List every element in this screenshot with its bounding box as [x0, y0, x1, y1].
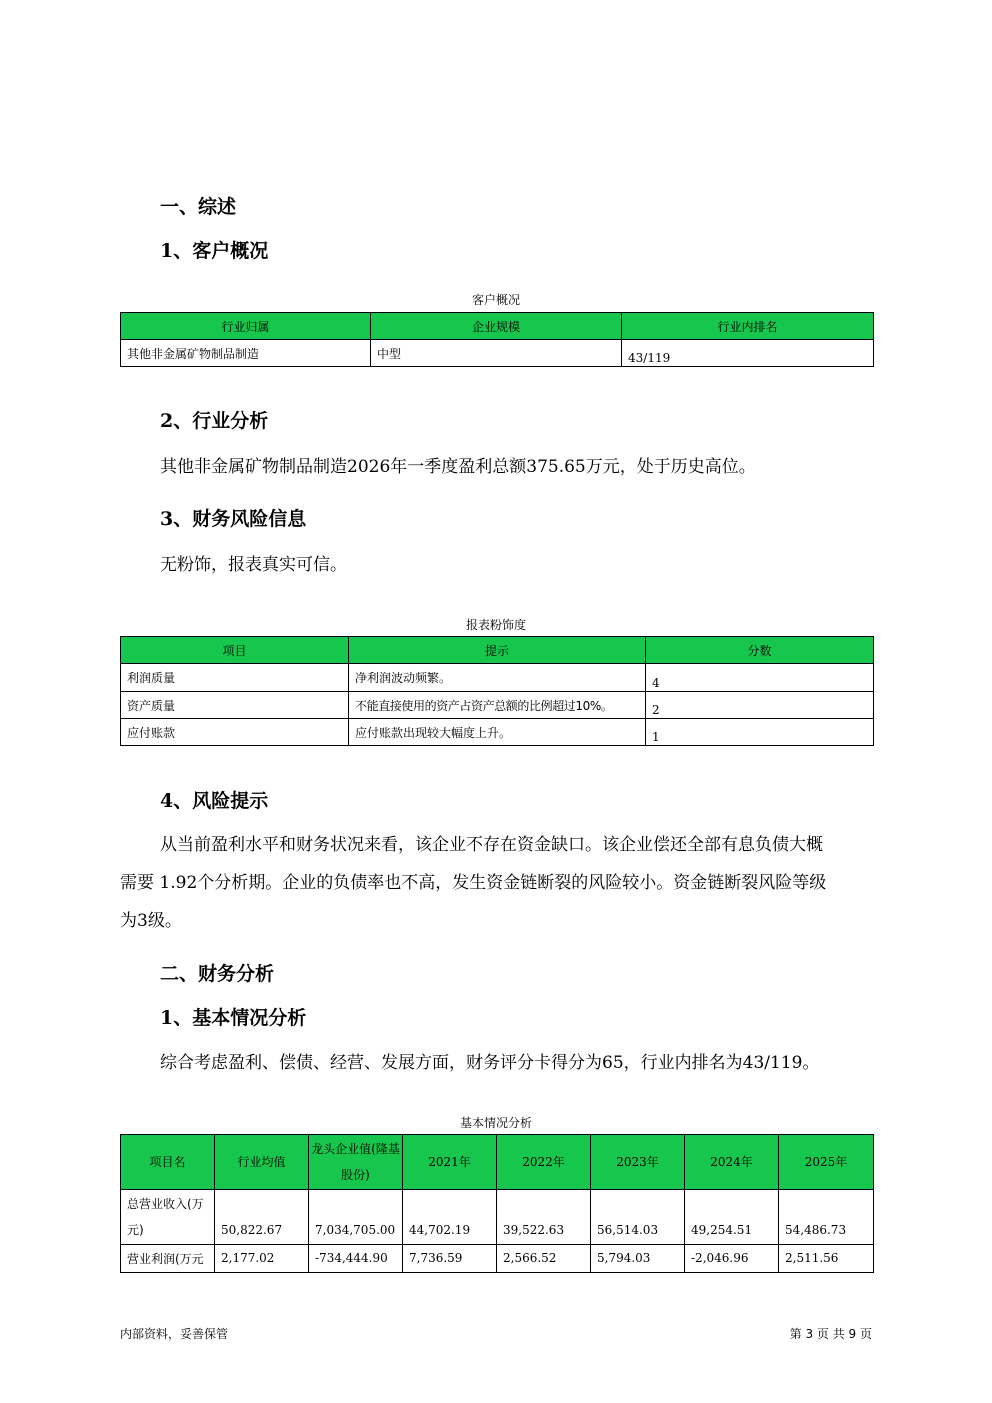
cell-2025: 2,511.56: [779, 1245, 874, 1273]
header-year-2022: 2022年: [497, 1135, 591, 1190]
whitewash-table: [120, 636, 874, 746]
cell-2024: 49,254.51: [685, 1190, 779, 1245]
cell-leader-value: 7,034,705.00: [309, 1190, 403, 1245]
cell-2023: 56,514.03: [591, 1190, 685, 1245]
header-item: 项目: [121, 637, 349, 664]
heading-industry-analysis: 2、行业分析: [160, 410, 269, 432]
cell-item: 利润质量: [121, 664, 349, 692]
risk-warning-line-2: 需要 1.92个分析期。企业的负债率也不高，发生资金链断裂的风险较小。资金链断裂风险等级: [120, 873, 827, 893]
customer-overview-table: [120, 312, 874, 367]
cell-ranking: 43/119: [622, 340, 874, 367]
header-score: 分数: [646, 637, 874, 664]
industry-analysis-text: 其他非金属矿物制品制造2026年一季度盈利总额375.65万元，处于历史高位。: [160, 457, 756, 477]
cell-score: 1: [646, 719, 874, 746]
table-row: [121, 692, 874, 719]
cell-2024: -2,046.96: [685, 1245, 779, 1273]
cell-leader-value: -734,444.90: [309, 1245, 403, 1273]
cell-industry-average: 2,177.02: [215, 1245, 309, 1273]
basic-analysis-table: [120, 1134, 874, 1273]
table-row: [121, 719, 874, 746]
section-title-financial-analysis: 二、财务分析: [160, 963, 275, 985]
header-year-2021: 2021年: [403, 1135, 497, 1190]
footer-confidential: 内部资料，妥善保管: [120, 1327, 229, 1341]
cell-2021: 7,736.59: [403, 1245, 497, 1273]
risk-warning-line-1: 从当前盈利水平和财务状况来看，该企业不存在资金缺口。该企业偿还全部有息负债大概: [160, 835, 823, 855]
header-hint: 提示: [349, 637, 646, 664]
financial-risk-text: 无粉饰，报表真实可信。: [160, 555, 347, 575]
header-scale: 企业规模: [371, 313, 622, 340]
cell-item: 资产质量: [121, 692, 349, 719]
heading-financial-risk: 3、财务风险信息: [160, 508, 307, 530]
table-row: [121, 1245, 874, 1273]
cell-2022: 39,522.63: [497, 1190, 591, 1245]
table-row: [121, 340, 874, 367]
cell-hint: 应付账款出现较大幅度上升。: [349, 719, 646, 746]
table-caption-whitewash: 报表粉饰度: [465, 618, 526, 632]
cell-2025: 54,486.73: [779, 1190, 874, 1245]
table-header-row: [121, 313, 874, 340]
table-header-row: [121, 637, 874, 664]
cell-industry: 其他非金属矿物制品制造: [121, 340, 371, 367]
cell-item-name: 营业利润(万元: [121, 1245, 215, 1273]
basic-analysis-text: 综合考虑盈利、偿债、经营、发展方面，财务评分卡得分为65，行业内排名为43/119。: [160, 1053, 820, 1073]
section-title-overview: 一、综述: [160, 196, 237, 218]
table-row: [121, 1190, 874, 1245]
cell-industry-average: 50,822.67: [215, 1190, 309, 1245]
header-ranking: 行业内排名: [622, 313, 874, 340]
cell-item-name: 总营业收入(万元): [121, 1190, 215, 1245]
cell-hint: 净利润波动频繁。: [349, 664, 646, 692]
cell-2021: 44,702.19: [403, 1190, 497, 1245]
risk-warning-line-3: 为3级。: [120, 911, 182, 931]
header-item-name: 项目名: [121, 1135, 215, 1190]
header-year-2023: 2023年: [591, 1135, 685, 1190]
heading-customer-overview: 1、客户概况: [160, 240, 269, 262]
cell-2023: 5,794.03: [591, 1245, 685, 1273]
header-industry-average: 行业均值: [215, 1135, 309, 1190]
table-header-row: [121, 1135, 874, 1190]
heading-basic-analysis: 1、基本情况分析: [160, 1007, 307, 1029]
cell-score: 4: [646, 664, 874, 692]
table-caption-basic: 基本情况分析: [459, 1116, 532, 1130]
header-year-2025: 2025年: [779, 1135, 874, 1190]
cell-scale: 中型: [371, 340, 622, 367]
header-year-2024: 2024年: [685, 1135, 779, 1190]
cell-2022: 2,566.52: [497, 1245, 591, 1273]
heading-risk-warning: 4、风险提示: [160, 790, 269, 812]
footer-page-number: 第 3 页 共 9 页: [789, 1327, 872, 1341]
cell-score: 2: [646, 692, 874, 719]
header-industry: 行业归属: [121, 313, 371, 340]
header-leader-value: 龙头企业值(隆基股份): [309, 1135, 403, 1190]
table-caption-customer: 客户概况: [471, 293, 520, 307]
cell-hint: 不能直接使用的资产占资产总额的比例超过10%。: [349, 692, 646, 719]
cell-item: 应付账款: [121, 719, 349, 746]
table-row: [121, 664, 874, 692]
